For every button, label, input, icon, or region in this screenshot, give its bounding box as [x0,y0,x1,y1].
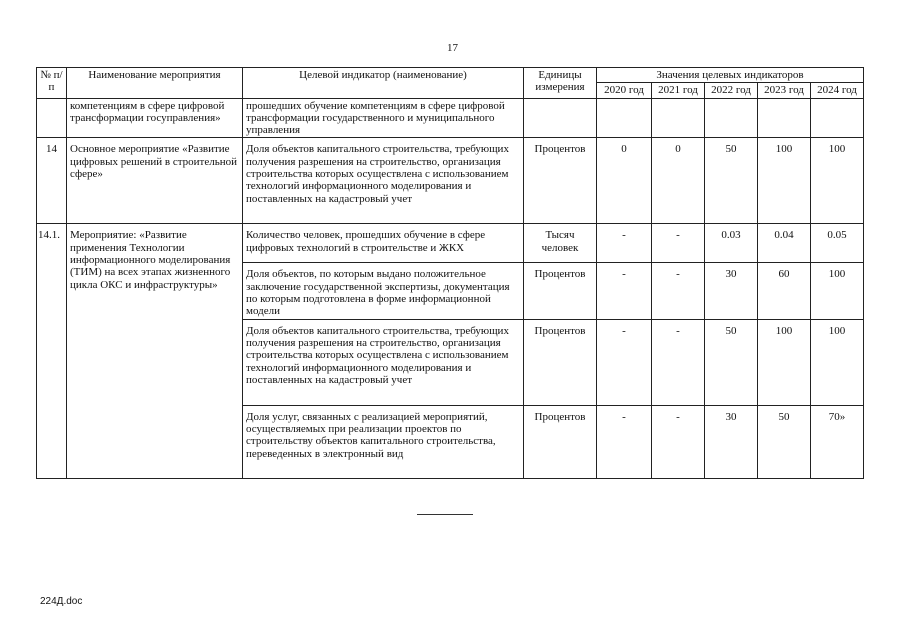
row-value: 0 [597,138,652,224]
row-value [652,98,705,138]
row-value: 100 [811,319,864,405]
table-row [37,138,864,224]
row-num: 14.1. [37,224,67,478]
row-value: - [652,405,705,478]
header-name: Наименование мероприятия [67,68,243,99]
row-value: 50 [705,138,758,224]
row-indicator: Доля объектов капитального строительства, требующих получения разрешения на строительство, организация строительства которых осуществлена с использованием технологий информационного моделирования и поставленных на кадастровый учет [243,138,524,224]
page-number: 17 [447,42,458,54]
row-value [597,98,652,138]
row-indicator: Количество человек, прошедших обучение в сфере цифровых технологий в строительстве и ЖКХ [243,224,524,263]
row-indicator: Доля услуг, связанных с реализацией мероприятий, осуществляемых при реализации проектов по строительству объектов капитального строительства, переведенных в электронный вид [243,405,524,478]
row-value: - [652,319,705,405]
row-value: 70» [811,405,864,478]
row-value: 0 [652,138,705,224]
row-value: 50 [705,319,758,405]
row-value: - [597,224,652,263]
header-year: 2023 год [758,83,811,98]
header-values-group: Значения целевых индикаторов [597,68,864,83]
header-year: 2021 год [652,83,705,98]
table-row [37,98,864,138]
row-value: 30 [705,405,758,478]
row-value: 60 [758,263,811,319]
header-year: 2022 год [705,83,758,98]
header-year: 2020 год [597,83,652,98]
table-row [37,224,864,263]
row-indicator: Доля объектов, по которым выдано положительное заключение государственной экспертизы, документация по которым подготовлена в форме информационной модели [243,263,524,319]
row-value: 100 [758,319,811,405]
row-value: 100 [811,138,864,224]
row-name: Основное мероприятие «Развитие цифровых решений в строительной сфере» [67,138,243,224]
row-value: 0.04 [758,224,811,263]
row-unit: Процентов [524,263,597,319]
row-unit: Процентов [524,405,597,478]
header-unit: Единицы измерения [524,68,597,99]
row-value: - [597,263,652,319]
row-value: 100 [811,263,864,319]
row-value [758,98,811,138]
row-value [705,98,758,138]
row-value: - [652,224,705,263]
row-num [37,98,67,138]
row-num: 14 [37,138,67,224]
file-name: 224Д.doc [40,596,83,607]
row-value: 50 [758,405,811,478]
row-value: 0.03 [705,224,758,263]
row-unit: Тысяч человек [524,224,597,263]
row-value: - [597,319,652,405]
header-indicator: Целевой индикатор (наименование) [243,68,524,99]
row-value [811,98,864,138]
row-indicator: Доля объектов капитального строительства, требующих получения разрешения на строительство, организация строительства которых осуществлена с использованием технологий информационного моделирования и поставленных на кадастровый учет [243,319,524,405]
row-value: - [652,263,705,319]
header-num: № п/п [37,68,67,99]
row-value: 100 [758,138,811,224]
header-row [37,68,864,83]
row-value: - [597,405,652,478]
row-indicator: прошедших обучение компетенциям в сфере цифровой трансформации государственного и муниципального управления [243,98,524,138]
row-value: 30 [705,263,758,319]
indicators-table [36,67,864,479]
row-value: 0.05 [811,224,864,263]
header-year: 2024 год [811,83,864,98]
row-unit: Процентов [524,319,597,405]
row-unit: Процентов [524,138,597,224]
row-name: Мероприятие: «Развитие применения Технологии информационного моделирования (ТИМ) на всех этапах жизненного цикла ОКС и инфраструктуры» [67,224,243,478]
row-name: компетенциям в сфере цифровой трансформации госуправления» [67,98,243,138]
row-unit [524,98,597,138]
footer-divider [417,514,473,515]
